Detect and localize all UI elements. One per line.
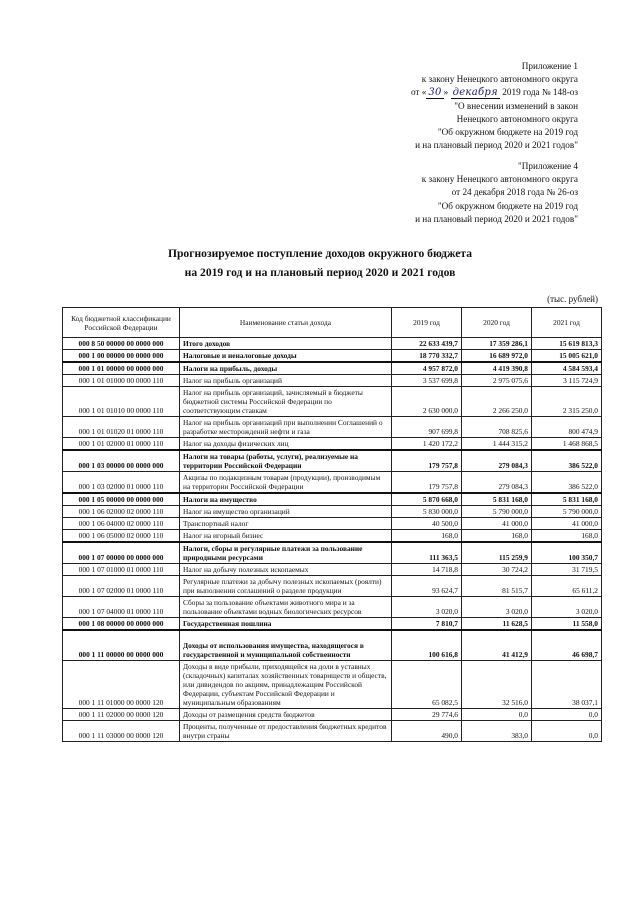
code-cell: 000 1 11 01000 00 0000 120 — [63, 661, 180, 709]
value-2020-cell: 81 515,7 — [462, 576, 532, 597]
value-2020-cell: 279 084,3 — [462, 472, 532, 494]
name-cell: Налог на имущество организаций — [180, 506, 392, 518]
code-cell: 000 1 00 00000 00 0000 000 — [63, 350, 180, 363]
table-row — [63, 542, 602, 564]
value-2019-cell: 1 420 172,2 — [392, 438, 462, 451]
value-2021-cell: 1 468 868,5 — [532, 438, 602, 451]
name-cell: Регулярные платежи за добычу полезных ископаемых (роялти) при выполнении соглашений о разделе продукции — [180, 576, 392, 597]
name-cell: Налог на добычу полезных ископаемых — [180, 564, 392, 576]
code-cell: 000 1 03 02000 01 0000 110 — [63, 472, 180, 494]
code-cell: 000 1 11 03000 00 0000 120 — [63, 721, 180, 742]
table-row — [63, 506, 602, 518]
value-2021-cell: 0,0 — [532, 721, 602, 742]
name-cell: Налоги, сборы и регулярные платежи за пользование природными ресурсами — [180, 542, 392, 564]
value-2021-cell: 5 831 168,0 — [532, 493, 602, 506]
unit-label: (тыс. рублей) — [547, 294, 598, 304]
table-row — [63, 417, 602, 438]
name-cell: Доходы в виде прибыли, приходящейся на доли в уставных (складочных) капиталах хозяйственных товариществ и обществ, или дивидендов по акциям, принадлежащим Российской Федерации, субъектам Российской Федерации и муниципальным образованиям — [180, 661, 392, 709]
value-2020-cell: 11 628,5 — [462, 618, 532, 631]
table-row — [63, 350, 602, 363]
value-2021-cell: 800 474,9 — [532, 417, 602, 438]
table-row — [63, 338, 602, 350]
name-cell: Государственная пошлина — [180, 618, 392, 631]
value-2020-cell: 16 689 972,0 — [462, 350, 532, 363]
value-2019-cell: 4 957 872,0 — [392, 362, 462, 375]
name-cell: Акцизы по подакцизным товарам (продукции), производимым на территории Российской Федерации — [180, 472, 392, 494]
handwritten-day: 30 — [428, 87, 442, 99]
name-cell: Налог на прибыль организаций, зачисляемый в бюджеты бюджетной системы Российской Федерации по соответствующим ставкам — [180, 387, 392, 417]
code-cell: 000 1 07 04000 01 0000 110 — [63, 597, 180, 618]
code-cell: 000 1 11 02000 00 0000 120 — [63, 709, 180, 721]
table-body — [63, 338, 602, 742]
name-cell: Налог на прибыль организаций при выполнении Соглашений о разработке месторождений нефти и газа — [180, 417, 392, 438]
header-name: Наименование статьи дохода — [180, 308, 392, 338]
value-2021-cell: 100 350,7 — [532, 542, 602, 564]
code-cell: 000 1 06 04000 02 0000 110 — [63, 518, 180, 530]
name-cell: Налоговые и неналоговые доходы — [180, 350, 392, 363]
value-2021-cell: 0,0 — [532, 709, 602, 721]
value-2020-cell: 383,0 — [462, 721, 532, 742]
code-cell: 000 8 50 00000 00 0000 000 — [63, 338, 180, 350]
table-row — [63, 564, 602, 576]
value-2019-cell: 907 699,8 — [392, 417, 462, 438]
table-header-row — [63, 308, 602, 338]
appendix-1-line: к закону Ненецкого автономного округа — [421, 74, 578, 85]
appendix-1-line: Ненецкого автономного округа — [456, 113, 578, 124]
value-2021-cell: 3 020,0 — [532, 597, 602, 618]
table-row — [63, 438, 602, 451]
value-2020-cell: 2 266 250,0 — [462, 387, 532, 417]
value-2020-cell: 41 412,9 — [462, 630, 532, 661]
value-2021-cell: 65 611,2 — [532, 576, 602, 597]
header-2021: 2021 год — [532, 308, 602, 338]
table-row — [63, 530, 602, 543]
value-2020-cell: 115 259,9 — [462, 542, 532, 564]
value-2019-cell: 3 537 699,8 — [392, 375, 462, 387]
table-row — [63, 630, 602, 661]
value-2019-cell: 14 718,8 — [392, 564, 462, 576]
revenue-table — [62, 307, 602, 742]
value-2020-cell: 708 825,6 — [462, 417, 532, 438]
handwritten-month: декабря — [452, 87, 498, 99]
name-cell: Налог на игорный бизнес — [180, 530, 392, 543]
value-2020-cell: 30 724,2 — [462, 564, 532, 576]
table-row — [63, 493, 602, 506]
appendix-1-header — [338, 60, 578, 152]
name-cell: Сборы за пользование объектами животного мира и за пользование объектами водных биологических ресурсов — [180, 597, 392, 618]
value-2019-cell: 179 757,8 — [392, 450, 462, 472]
value-2021-cell: 2 315 250,0 — [532, 387, 602, 417]
value-2020-cell: 17 359 286,1 — [462, 338, 532, 350]
value-2020-cell: 279 084,3 — [462, 450, 532, 472]
value-2020-cell: 3 020,0 — [462, 597, 532, 618]
appendix-4-line: от 24 декабря 2018 года № 26-оз — [451, 187, 578, 198]
appendix-4-line: и на плановый период 2020 и 2021 годов" — [415, 213, 578, 224]
value-2020-cell: 0,0 — [462, 709, 532, 721]
value-2021-cell: 4 584 593,4 — [532, 362, 602, 375]
table-row — [63, 472, 602, 494]
code-cell: 000 1 07 01000 01 0000 110 — [63, 564, 180, 576]
table-row — [63, 618, 602, 631]
code-cell: 000 1 03 00000 00 0000 000 — [63, 450, 180, 472]
appendix-4-line: к закону Ненецкого автономного округа — [421, 174, 578, 185]
value-2019-cell: 18 770 332,7 — [392, 350, 462, 363]
value-2019-cell: 22 633 439,7 — [392, 338, 462, 350]
value-2019-cell: 168,0 — [392, 530, 462, 543]
value-2021-cell: 386 522,0 — [532, 450, 602, 472]
name-cell: Налоги на товары (работы, услуги), реализуемые на территории Российской Федерации — [180, 450, 392, 472]
name-cell: Итого доходов — [180, 338, 392, 350]
value-2019-cell: 179 757,8 — [392, 472, 462, 494]
table-row — [63, 362, 602, 375]
date-mid: » — [443, 87, 451, 98]
value-2021-cell: 11 558,0 — [532, 618, 602, 631]
value-2021-cell: 386 522,0 — [532, 472, 602, 494]
code-cell: 000 1 01 01000 00 0000 110 — [63, 375, 180, 387]
value-2021-cell: 15 619 813,3 — [532, 338, 602, 350]
code-cell: 000 1 01 01010 00 0000 110 — [63, 387, 180, 417]
table-row — [63, 721, 602, 742]
value-2020-cell: 41 000,0 — [462, 518, 532, 530]
code-cell: 000 1 05 00000 00 0000 000 — [63, 493, 180, 506]
value-2019-cell: 5 870 668,0 — [392, 493, 462, 506]
header-2019: 2019 год — [392, 308, 462, 338]
value-2019-cell: 93 624,7 — [392, 576, 462, 597]
name-cell: Налоги на имущество — [180, 493, 392, 506]
value-2020-cell: 1 444 315,2 — [462, 438, 532, 451]
value-2019-cell: 100 616,8 — [392, 630, 462, 661]
title-line-2: на 2019 год и на плановый период 2020 и 2021 годов — [184, 266, 456, 279]
table-row — [63, 576, 602, 597]
table-row — [63, 661, 602, 709]
value-2019-cell: 490,0 — [392, 721, 462, 742]
value-2019-cell: 7 810,7 — [392, 618, 462, 631]
table-row — [63, 518, 602, 530]
value-2019-cell: 5 830 000,0 — [392, 506, 462, 518]
name-cell: Налоги на прибыль, доходы — [180, 362, 392, 375]
value-2020-cell: 4 419 390,8 — [462, 362, 532, 375]
value-2020-cell: 32 516,0 — [462, 661, 532, 709]
table-row — [63, 597, 602, 618]
code-cell: 000 1 11 00000 00 0000 000 — [63, 630, 180, 661]
table-row — [63, 450, 602, 472]
value-2021-cell: 31 719,5 — [532, 564, 602, 576]
code-cell: 000 1 01 00000 00 0000 000 — [63, 362, 180, 375]
value-2021-cell: 46 698,7 — [532, 630, 602, 661]
value-2021-cell: 38 037,1 — [532, 661, 602, 709]
name-cell: Доходы от размещения средств бюджетов — [180, 709, 392, 721]
value-2021-cell: 3 115 724,9 — [532, 375, 602, 387]
appendix-1-line: Приложение 1 — [521, 61, 578, 71]
value-2020-cell: 168,0 — [462, 530, 532, 543]
value-2019-cell: 111 363,5 — [392, 542, 462, 564]
appendix-1-line: и на плановый период 2020 и 2021 годов" — [415, 140, 578, 151]
value-2019-cell: 40 500,0 — [392, 518, 462, 530]
appendix-1-line: "О внесении изменений в закон — [454, 100, 578, 111]
value-2019-cell: 2 630 000,0 — [392, 387, 462, 417]
appendix-4-line: "Об окружном бюджете на 2019 год — [437, 200, 578, 211]
title-line-1: Прогнозируемое поступление доходов окружного бюджета — [167, 247, 473, 260]
code-cell: 000 1 01 01020 01 0000 110 — [63, 417, 180, 438]
table-row — [63, 387, 602, 417]
value-2019-cell: 3 020,0 — [392, 597, 462, 618]
value-2021-cell: 41 000,0 — [532, 518, 602, 530]
value-2019-cell: 29 774,6 — [392, 709, 462, 721]
value-2020-cell: 5 831 168,0 — [462, 493, 532, 506]
name-cell: Налог на прибыль организаций — [180, 375, 392, 387]
code-cell: 000 1 06 02000 02 0000 110 — [63, 506, 180, 518]
name-cell: Налог на доходы физических лиц — [180, 438, 392, 451]
code-cell: 000 1 01 02000 01 0000 110 — [63, 438, 180, 451]
value-2020-cell: 2 975 075,6 — [462, 375, 532, 387]
header-code: Код бюджетной классификации Российской Федерации — [63, 308, 180, 338]
table-row — [63, 375, 602, 387]
header-2020: 2020 год — [462, 308, 532, 338]
name-cell: Доходы от использования имущества, находящегося в государственной и муниципальной собственности — [180, 630, 392, 661]
date-prefix: от « — [410, 87, 427, 98]
name-cell: Транспортный налог — [180, 518, 392, 530]
value-2020-cell: 5 790 000,0 — [462, 506, 532, 518]
appendix-1-date-line — [338, 86, 578, 99]
date-suffix: 2019 года № 148-оз — [499, 87, 578, 98]
code-cell: 000 1 07 02000 01 0000 110 — [63, 576, 180, 597]
name-cell: Проценты, полученные от предоставления бюджетных кредитов внутри страны — [180, 721, 392, 742]
appendix-4-header — [338, 160, 578, 226]
value-2021-cell: 15 005 621,0 — [532, 350, 602, 363]
code-cell: 000 1 07 00000 00 0000 000 — [63, 542, 180, 564]
table-row — [63, 709, 602, 721]
value-2019-cell: 65 082,5 — [392, 661, 462, 709]
value-2021-cell: 5 790 000,0 — [532, 506, 602, 518]
code-cell: 000 1 06 05000 02 0000 110 — [63, 530, 180, 543]
code-cell: 000 1 08 00000 00 0000 000 — [63, 618, 180, 631]
document-title — [0, 244, 640, 282]
appendix-4-line: "Приложение 4 — [518, 161, 578, 171]
value-2021-cell: 168,0 — [532, 530, 602, 543]
appendix-1-line: "Об окружном бюджете на 2019 год — [437, 127, 578, 138]
